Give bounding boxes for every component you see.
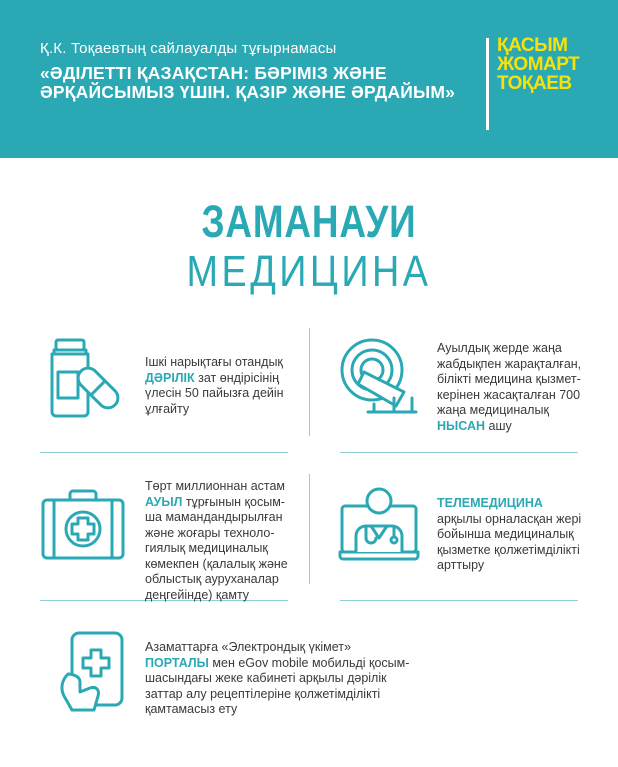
medicine-bottle-icon bbox=[46, 336, 128, 420]
platform-subtitle: Қ.К. Тоқаевтың сайлауалды тұғырнамасы bbox=[40, 40, 337, 57]
item-2-text: Ауылдық жерде жаңа жабдықпен жарақталған, білікті медицина қызмет-керінен жасақталған 700 жаңа медициналық НЫСАН ашу bbox=[437, 341, 582, 433]
row-divider-right-2 bbox=[340, 600, 578, 601]
item-5-text: Азаматтарға «Электрондық үкімет» ПОРТАЛЫ мен eGov mobile мобильді қосым-шасындағы жеке кабинеті арқылы дәрілік заттар алу рецептілеріне қолжетімділікті қамтамасыз ету bbox=[145, 640, 410, 716]
row-divider-left-1 bbox=[40, 452, 288, 453]
logo-line-1: ҚАСЫМ bbox=[497, 35, 568, 56]
row-divider-right-1 bbox=[340, 452, 578, 453]
page-title-line-1: ЗАМАНАУИ bbox=[201, 196, 417, 247]
header-banner bbox=[0, 0, 618, 158]
item-4-highlight: ТЕЛЕМЕДИЦИНА bbox=[437, 496, 543, 510]
telemedicine-doctor-icon bbox=[338, 484, 420, 564]
item-1-highlight: ДӘРІЛІК bbox=[145, 370, 195, 385]
item-3-highlight: АУЫЛ bbox=[145, 494, 183, 509]
candidate-logo bbox=[497, 36, 607, 93]
item-3-text: Төрт миллионнан астам АУЫЛ тұрғынын қосым-ша мамандандырылған және жоғары техноло-гиялық медициналық көмекпен (қалалық және облыстық ауруханалар деңгейінде) қамту bbox=[145, 479, 288, 602]
logo-line-3: ТОҚАЕВ bbox=[497, 73, 572, 94]
column-divider-middle bbox=[309, 474, 310, 584]
item-1-text: Ішкі нарықтағы отандық ДӘРІЛІК зат өндірісінің үлесін 50 пайызға дейін ұлғайту bbox=[145, 355, 284, 416]
logo-line-2: ЖОМАРТ bbox=[497, 54, 580, 75]
platform-slogan: «ӘДІЛЕТТІ ҚАЗАҚСТАН: БӘРІМІЗ ЖӘНЕ ӘРҚАЙСЫМЫЗ ҮШІН. ҚАЗІР ЖӘНЕ ӘРДАЙЫМ» bbox=[40, 63, 456, 102]
header-divider bbox=[486, 38, 489, 130]
item-4-text: ТЕЛЕМЕДИЦИНА арқылы орналасқан жері бойынша медициналық қызметке қолжетімділікті арттыру bbox=[437, 496, 582, 572]
item-5-highlight: ПОРТАЛЫ bbox=[145, 655, 209, 670]
phone-medical-app-icon bbox=[58, 630, 128, 716]
item-2-highlight: НЫСАН bbox=[437, 418, 486, 433]
first-aid-kit-icon bbox=[40, 488, 126, 562]
page-title-line-2: МЕДИЦИНА bbox=[186, 247, 432, 296]
column-divider-top bbox=[309, 328, 310, 436]
mri-scanner-icon bbox=[334, 336, 422, 420]
